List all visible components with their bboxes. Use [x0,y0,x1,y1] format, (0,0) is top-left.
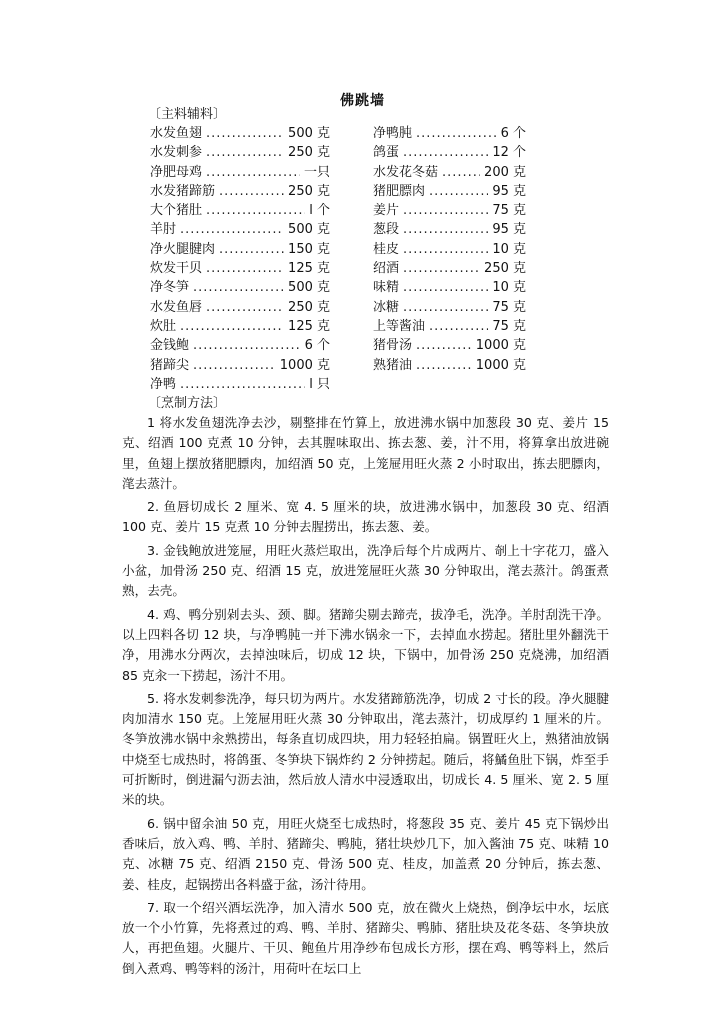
dot-leader [180,317,284,336]
ingredient-quantity: 250 克 [484,261,526,277]
ingredient-quantity: 250 克 [288,299,330,315]
ingredient-name: 炊肚 [150,318,177,334]
ingredient-quantity: 95 克 [492,222,526,238]
ingredient-row [150,163,330,182]
ingredient-quantity: 150 克 [288,241,330,257]
ingredient-quantity: 500 克 [288,280,330,296]
ingredient-row [373,124,526,143]
dot-leader [180,220,284,239]
ingredient-quantity: 125 克 [288,318,330,334]
ingredient-name: 羊肘 [150,222,177,238]
ingredient-row [150,298,330,317]
dot-leader [193,278,284,297]
dot-leader [206,143,284,162]
dot-leader [416,356,472,375]
dot-leader [416,124,497,143]
ingredient-name: 冰糖 [373,299,400,315]
ingredient-name: 桂皮 [373,241,400,257]
ingredient-quantity: 75 克 [492,318,526,334]
ingredient-name: 猪蹄尖 [150,357,190,373]
ingredient-row [150,220,330,239]
ingredient-row [373,298,526,317]
ingredient-name: 上等酱油 [373,318,426,334]
ingredient-row [373,201,526,220]
ingredient-quantity: 200 克 [484,164,526,180]
ingredient-row [150,278,330,297]
dot-leader [206,201,305,220]
ingredient-quantity: 75 克 [492,299,526,315]
ingredient-row [373,182,526,201]
ingredients-list-right [373,124,526,375]
ingredient-row [373,336,526,355]
dot-leader [219,182,284,201]
ingredients-list-left [150,124,330,394]
ingredient-name: 大个猪肚 [150,203,203,219]
ingredient-name: 水发花冬菇 [373,164,439,180]
method-step: 4. 鸡、鸭分别剁去头、颈、脚。猪蹄尖剔去蹄壳，拔净毛，洗净。羊肘刮洗干净。以上四料各切 12 块，与净鸭肫一并下沸水锅汆一下，去掉血水捞起。猪肚里外翻洗干净，用沸水分两次，去掉浊味后，切成 12 块，下锅中，加骨汤 250 克烧沸，加绍酒 85 克汆一下捞起，汤汁不用。 [122,606,609,683]
dot-leader [206,124,284,143]
method-heading: 〔烹制方法〕 [148,396,227,411]
method-step: 1 将水发鱼翅洗净去沙，剔整排在竹算上，放进沸水锅中加葱段 30 克、姜片 15 克、绍酒 100 克煮 10 分钟，去其腥味取出、拣去葱、姜，汁不用，将算拿出放进碗里，鱼翅上摆放猪肥膘肉，加绍酒 50 克，上笼屉用旺火蒸 2 小时取出，拣去肥膘肉，滗去蒸汁。 [122,415,609,491]
ingredient-row [373,143,526,162]
ingredient-quantity: 1000 克 [475,338,526,354]
dot-leader [193,356,276,375]
dot-leader [180,375,305,394]
method-body [122,413,609,982]
ingredient-name: 净冬笋 [150,280,190,296]
ingredient-quantity: 250 克 [288,183,330,199]
ingredient-name: 绍酒 [373,261,400,277]
ingredient-row [150,182,330,201]
ingredient-quantity: 125 克 [288,261,330,277]
ingredient-row [373,240,526,259]
ingredient-row [373,163,526,182]
ingredient-name: 净火腿腱肉 [150,241,216,257]
dot-leader [403,259,480,278]
ingredient-row [150,143,330,162]
dot-leader [219,240,284,259]
page-title: 佛跳墙 [340,93,385,109]
ingredient-name: 鸽蛋 [373,145,400,161]
ingredient-name: 葱段 [373,222,400,238]
ingredient-name: 水发刺参 [150,145,203,161]
dot-leader [416,336,472,355]
dot-leader [206,259,284,278]
dot-leader [429,182,488,201]
method-step: 5. 将水发刺参洗净，每只切为两片。水发猪蹄筋洗净，切成 2 寸长的段。净火腿腱肉加清水 150 克。上笼屉用旺火蒸 30 分钟取出，滗去蒸汁，切成厚约 1 厘米的片。冬笋放沸水锅中汆熟捞出，每条直切成四块，用力轻轻拍扁。锅置旺火上，熟猪油放锅中烧至七成热时，将鸽蛋、冬笋块下锅炸约 2 分钟捞起。随后，将鱊鱼肚下锅，炸至手可折断时，倒进漏勺沥去油，然后放人清水中浸透取出，切成长 4. 5 厘米、宽 2. 5 厘米的块。 [122,690,609,808]
method-step: 2. 鱼唇切成长 2 厘米、宽 4. 5 厘米的块，放进沸水锅中，加葱段 30 克、绍酒 100 克、姜片 15 克煮 10 分钟去腥捞出，拣去葱、姜。 [122,499,609,535]
dot-leader [193,336,301,355]
ingredient-quantity: 75 克 [492,203,526,219]
ingredient-row [150,375,330,394]
ingredient-row [150,336,330,355]
ingredient-quantity: 500 克 [288,222,330,238]
dot-leader [206,298,284,317]
ingredient-name: 水发鱼唇 [150,299,203,315]
dot-leader [403,298,488,317]
ingredient-name: 熟猪油 [373,357,413,373]
ingredient-row [373,317,526,336]
ingredient-quantity: l 只 [309,376,330,392]
method-step: 7. 取一个绍兴酒坛洗净，加入清水 500 克，放在微火上烧热，倒净坛中水，坛底放一个小竹算，先将煮过的鸡、鸭、羊肘、猪蹄尖、鸭肺、猪肚块及花冬菇、冬笋块放人，再把鱼翅。火腿片、干贝、鲍鱼片用净纱布包成长方形，摆在鸡、鸭等料上，然后倒入煮鸡、鸭等料的汤汁，用荷叶在坛口上 [122,899,609,976]
ingredient-name: 水发鱼翅 [150,126,203,141]
ingredient-quantity: 6 个 [304,338,330,354]
ingredient-quantity: 1000 克 [475,357,526,373]
ingredient-row [150,240,330,259]
ingredient-name: 猪骨汤 [373,338,413,354]
ingredients-heading: 〔主料辅料〕 [148,107,227,122]
dot-leader [206,163,300,182]
ingredient-row [150,124,330,143]
ingredient-name: 水发猪蹄筋 [150,183,216,199]
ingredient-quantity: 500 克 [288,126,330,141]
ingredient-name: 姜片 [373,203,400,219]
ingredient-row [150,317,330,336]
ingredient-quantity: 10 克 [492,280,526,296]
dot-leader [403,278,488,297]
dot-leader [403,143,488,162]
ingredient-quantity: 250 克 [288,145,330,161]
ingredient-quantity: 1000 克 [279,357,330,373]
dot-leader [429,317,488,336]
ingredient-row [373,356,526,375]
ingredient-name: 金钱鲍 [150,338,190,354]
dot-leader [403,220,488,239]
dot-leader [403,201,488,220]
ingredient-name: 净鸭 [150,376,177,392]
ingredient-quantity: 10 克 [492,241,526,257]
ingredient-row [373,278,526,297]
ingredient-name: 净肥母鸡 [150,164,203,180]
ingredient-row [373,259,526,278]
method-step: 6. 锅中留余油 50 克，用旺火烧至七成热时，将葱段 35 克、姜片 45 克下锅炒出香味后，放入鸡、鸭、羊肘、猪蹄尖、鸭肫，猪壮块炒几下，加入酱油 75 克、味精 10 克、冰糖 75 克、绍酒 2150 克、骨汤 500 克、桂皮，加盖煮 20 分钟后，拣去葱、姜、桂皮，起锅捞出各料盛于盆，汤汁待用。 [122,815,609,892]
ingredient-row [150,356,330,375]
method-step: 3. 金钱鲍放进笼屉，用旺火蒸烂取出，洗净后每个片成两片、剞上十字花刀，盛入小盆，加骨汤 250 克、绍酒 15 克，放进笼屉旺火蒸 30 分钟取出，滗去蒸汁。鸽蛋煮熟，去壳。 [122,542,609,599]
ingredient-name: 炊发干贝 [150,261,203,277]
ingredient-row [150,259,330,278]
ingredient-quantity: l 个 [309,203,330,219]
ingredient-name: 净鸭肫 [373,126,413,141]
ingredient-name: 味精 [373,280,400,296]
ingredient-name: 猪肥膘肉 [373,183,426,199]
ingredient-quantity: 95 克 [492,183,526,199]
ingredient-quantity: 一只 [303,164,330,180]
ingredient-quantity: 6 个 [500,126,526,141]
ingredient-quantity: 12 个 [492,145,526,161]
ingredient-row [150,201,330,220]
ingredient-row [373,220,526,239]
dot-leader [403,240,488,259]
dot-leader [442,163,480,182]
